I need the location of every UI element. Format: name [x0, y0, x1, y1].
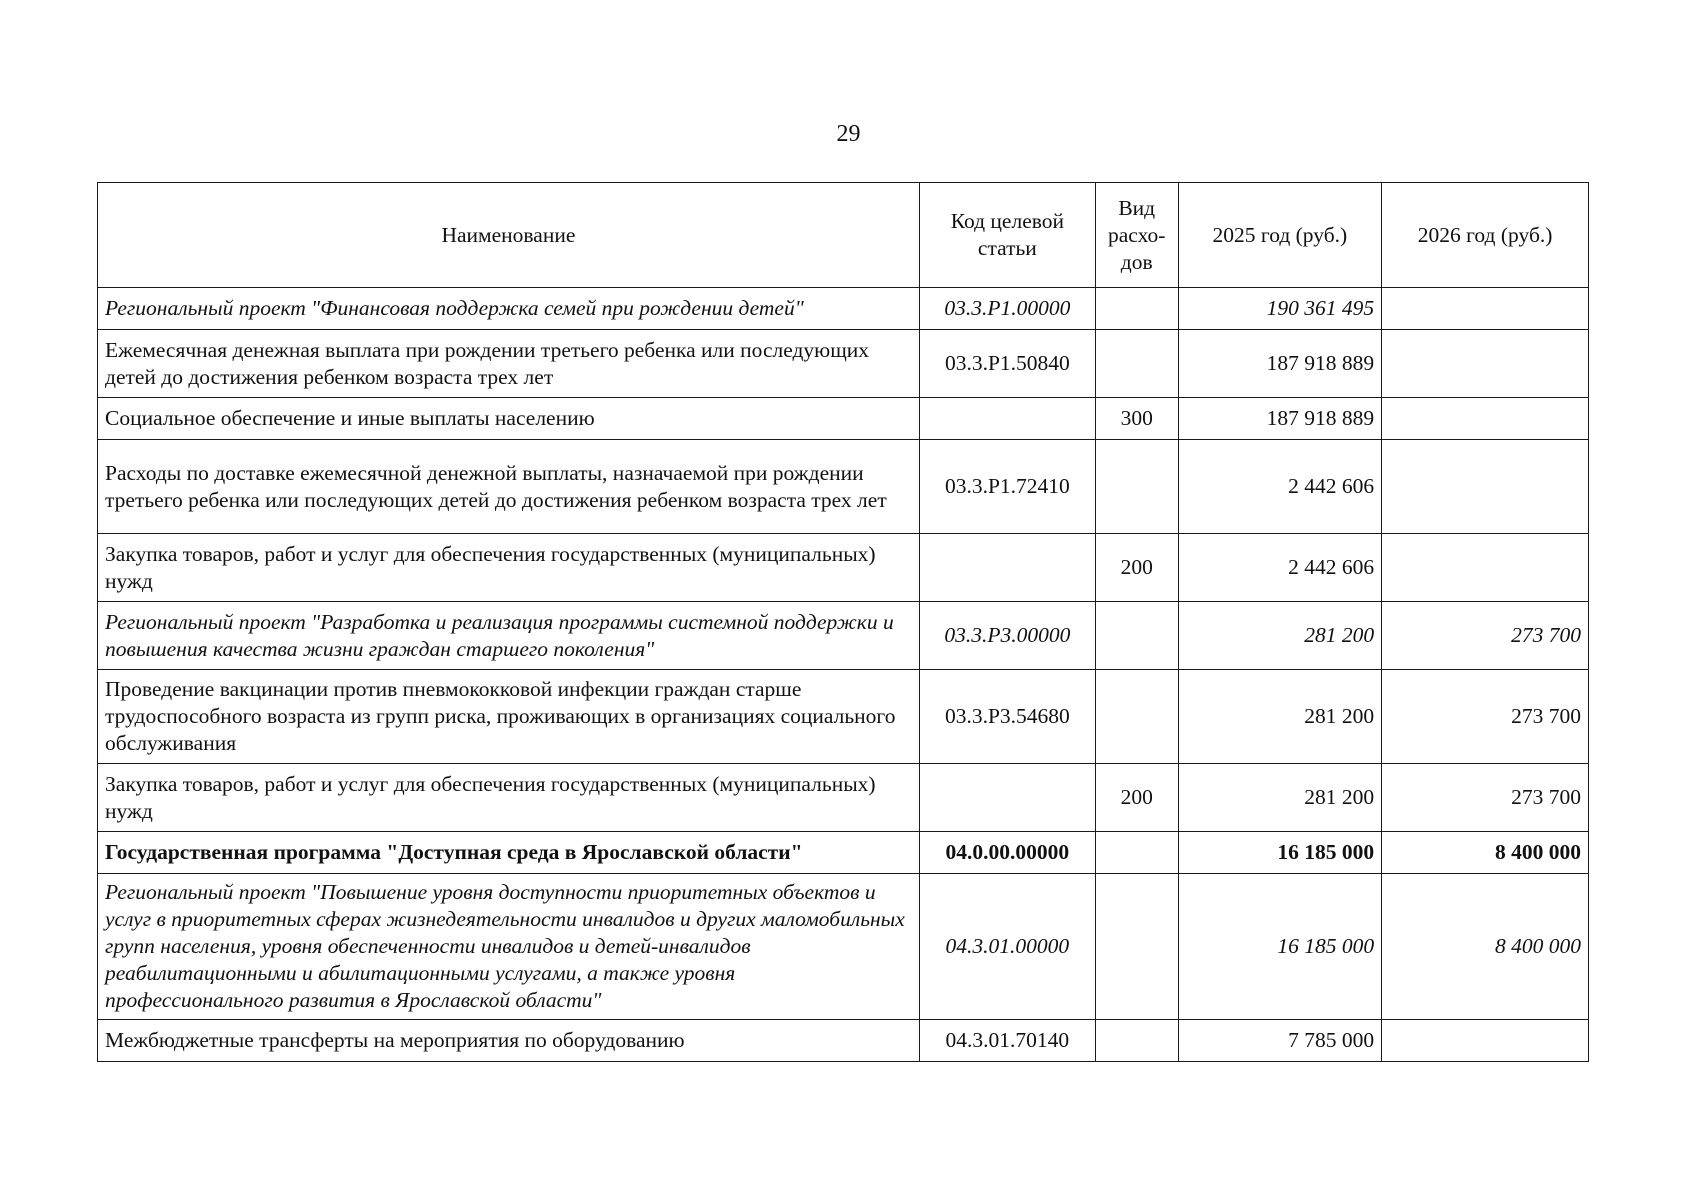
cell-name: Региональный проект "Разработка и реализация программы системной поддержки и повышения качества жизни граждан старшего поколения": [98, 602, 920, 670]
cell-2026: 8 400 000: [1382, 832, 1589, 874]
header-2026: 2026 год (руб.): [1382, 183, 1589, 288]
table-row: [98, 440, 1589, 534]
cell-code: 04.0.00.00000: [919, 832, 1095, 874]
cell-expense-type: [1095, 1020, 1178, 1062]
cell-name: Закупка товаров, работ и услуг для обеспечения государственных (муниципальных) нужд: [98, 534, 920, 602]
cell-code: 03.3.Р1.00000: [919, 288, 1095, 330]
cell-2026: [1382, 330, 1589, 398]
header-name: Наименование: [98, 183, 920, 288]
cell-expense-type: [1095, 440, 1178, 534]
cell-2025: 2 442 606: [1178, 534, 1382, 602]
table-row: [98, 330, 1589, 398]
cell-2026: [1382, 440, 1589, 534]
cell-2025: 281 200: [1178, 670, 1382, 764]
header-2025: 2025 год (руб.): [1178, 183, 1382, 288]
cell-code: 04.3.01.70140: [919, 1020, 1095, 1062]
cell-name: Межбюджетные трансферты на мероприятия по оборудованию: [98, 1020, 920, 1062]
cell-code: [919, 398, 1095, 440]
cell-name: Государственная программа "Доступная среда в Ярославской области": [98, 832, 920, 874]
cell-code: [919, 534, 1095, 602]
cell-name: Региональный проект "Повышение уровня доступности приоритетных объектов и услуг в приоритетных сферах жизнедеятельности инвалидов и других маломобильных групп населения, уровня обеспеченности инвалидов и детей-инвалидов реабилитационными и абилитационными услугами, а также уровня профессионального развития в Ярославской области": [98, 874, 920, 1020]
cell-2025: 2 442 606: [1178, 440, 1382, 534]
cell-2025: 7 785 000: [1178, 1020, 1382, 1062]
table-row: [98, 832, 1589, 874]
table-row: [98, 670, 1589, 764]
cell-expense-type: [1095, 874, 1178, 1020]
cell-expense-type: 300: [1095, 398, 1178, 440]
cell-2026: [1382, 534, 1589, 602]
cell-expense-type: 200: [1095, 764, 1178, 832]
cell-2025: 16 185 000: [1178, 874, 1382, 1020]
table-row: [98, 398, 1589, 440]
cell-name: Региональный проект "Финансовая поддержка семей при рождении детей": [98, 288, 920, 330]
table-row: [98, 1020, 1589, 1062]
cell-2025: 187 918 889: [1178, 398, 1382, 440]
cell-2025: 187 918 889: [1178, 330, 1382, 398]
cell-2025: 281 200: [1178, 602, 1382, 670]
cell-expense-type: [1095, 330, 1178, 398]
cell-expense-type: [1095, 670, 1178, 764]
cell-name: Закупка товаров, работ и услуг для обеспечения государственных (муниципальных) нужд: [98, 764, 920, 832]
cell-code: 03.3.Р3.54680: [919, 670, 1095, 764]
table-row: [98, 288, 1589, 330]
cell-name: Расходы по доставке ежемесячной денежной выплаты, назначаемой при рождении третьего ребенка или последующих детей до достижения ребенком возраста трех лет: [98, 440, 920, 534]
budget-table: [97, 182, 1589, 1062]
cell-expense-type: [1095, 602, 1178, 670]
table-row: [98, 534, 1589, 602]
cell-2025: 281 200: [1178, 764, 1382, 832]
header-row: [98, 183, 1589, 288]
cell-2025: 16 185 000: [1178, 832, 1382, 874]
cell-name: Социальное обеспечение и иные выплаты населению: [98, 398, 920, 440]
cell-code: 04.3.01.00000: [919, 874, 1095, 1020]
cell-2026: 273 700: [1382, 764, 1589, 832]
cell-code: [919, 764, 1095, 832]
table-row: [98, 764, 1589, 832]
cell-code: 03.3.Р1.72410: [919, 440, 1095, 534]
cell-name: Проведение вакцинации против пневмококковой инфекции граждан старше трудоспособного возраста из групп риска, проживающих в организациях социального обслуживания: [98, 670, 920, 764]
header-code: Код целевой статьи: [919, 183, 1095, 288]
cell-2026: [1382, 288, 1589, 330]
cell-expense-type: [1095, 288, 1178, 330]
cell-expense-type: 200: [1095, 534, 1178, 602]
cell-name: Ежемесячная денежная выплата при рождении третьего ребенка или последующих детей до достижения ребенком возраста трех лет: [98, 330, 920, 398]
cell-2026: 273 700: [1382, 670, 1589, 764]
cell-code: 03.3.Р3.00000: [919, 602, 1095, 670]
cell-2026: 273 700: [1382, 602, 1589, 670]
cell-2026: [1382, 398, 1589, 440]
page-number: 29: [836, 121, 861, 147]
cell-2025: 190 361 495: [1178, 288, 1382, 330]
cell-2026: 8 400 000: [1382, 874, 1589, 1020]
cell-code: 03.3.Р1.50840: [919, 330, 1095, 398]
table-row: [98, 874, 1589, 1020]
header-expense-type: Вид расхо-дов: [1095, 183, 1178, 288]
cell-expense-type: [1095, 832, 1178, 874]
table-row: [98, 602, 1589, 670]
cell-2026: [1382, 1020, 1589, 1062]
table-body: [98, 288, 1589, 1062]
